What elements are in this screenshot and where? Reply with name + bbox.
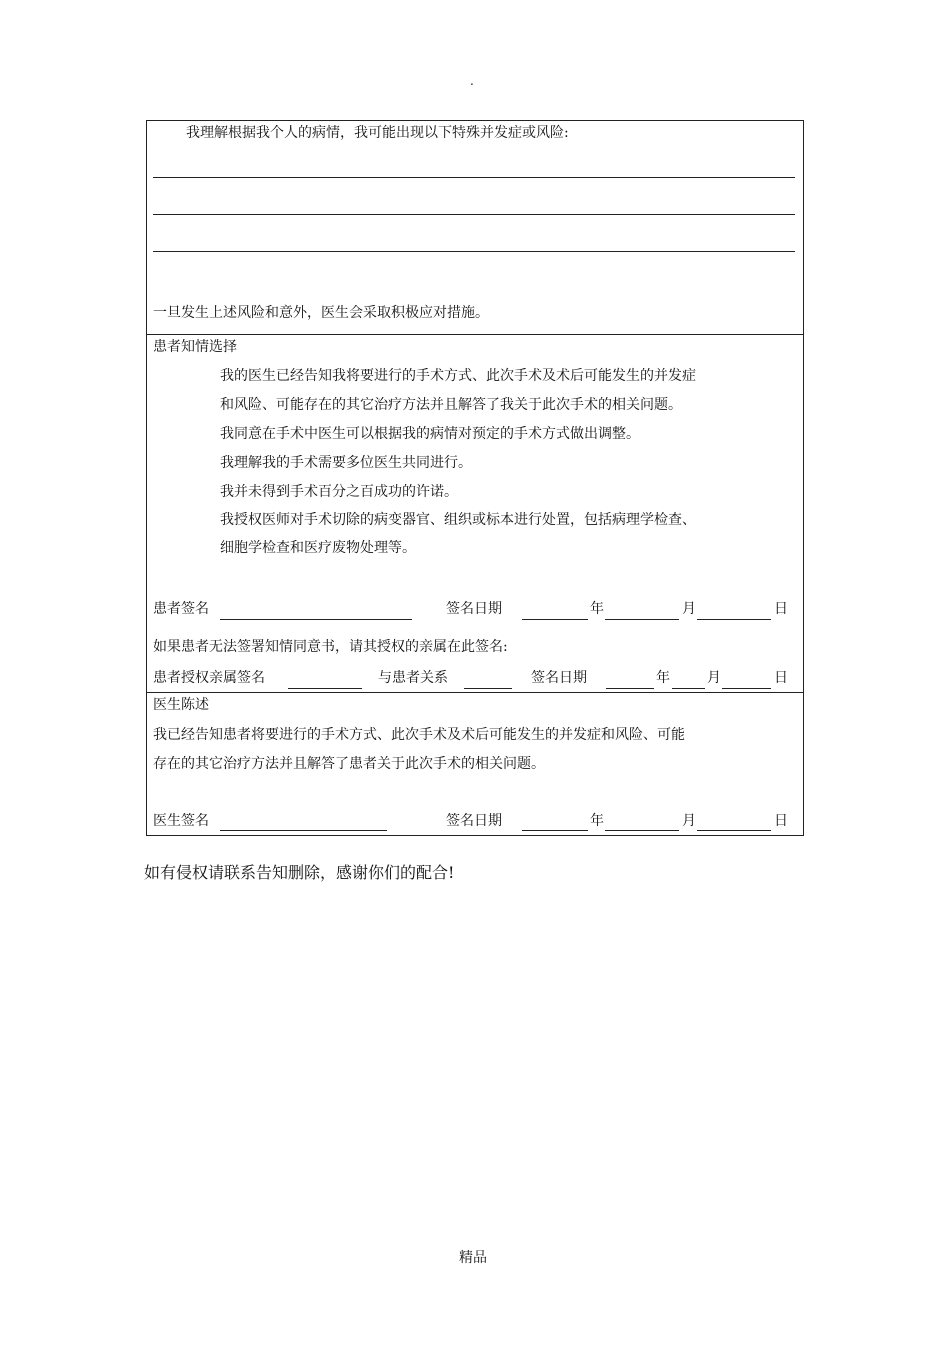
day-label: 日 [774,813,788,829]
patient-choice-line: 我同意在手术中医生可以根据我的病情对预定的手术方式做出调整。 [220,426,640,442]
copyright-notice: 如有侵权请联系告知删除，感谢你们的配合! [144,863,455,882]
month-label: 月 [682,601,696,617]
patient-date-year-line[interactable] [522,619,588,620]
patient-choice-line: 细胞学检查和医疗废物处理等。 [220,540,416,556]
month-label: 月 [682,813,696,829]
patient-signature-label: 患者签名 [153,601,209,617]
proxy-note: 如果患者无法签署知情同意书，请其授权的亲属在此签名: [153,639,508,655]
doctor-statement-line: 我已经告知患者将要进行的手术方式、此次手术及术后可能发生的并发症和风险、可能 [153,727,685,743]
risks-closing: 一旦发生上述风险和意外，医生会采取积极应对措施。 [153,305,489,321]
header-mark: . [470,74,474,88]
patient-choice-line: 我的医生已经告知我将要进行的手术方式、此次手术及术后可能发生的并发症 [220,368,696,384]
patient-choice-line: 我授权医师对手术切除的病变器官、组织或标本进行处置，包括病理学检查、 [220,512,696,528]
proxy-date-month-line[interactable] [672,688,705,689]
year-label: 年 [590,601,604,617]
page-label: 精品 [459,1250,487,1266]
year-label: 年 [590,813,604,829]
relation-line[interactable] [464,688,512,689]
patient-date-day-line[interactable] [697,619,771,620]
risk-write-line-1[interactable] [153,177,795,178]
doctor-statement-line: 存在的其它治疗方法并且解答了患者关于此次手术的相关问题。 [153,756,545,772]
proxy-date-day-line[interactable] [722,688,771,689]
doctor-date-month-line[interactable] [605,830,679,831]
proxy-signature-line[interactable] [288,688,362,689]
proxy-date-year-line[interactable] [606,688,654,689]
patient-choice-title: 患者知情选择 [153,339,237,355]
year-label: 年 [656,670,670,686]
patient-date-month-line[interactable] [605,619,679,620]
section-divider-risks [146,334,804,335]
month-label: 月 [707,670,721,686]
doctor-date-label: 签名日期 [446,813,502,829]
patient-choice-line: 我并未得到手术百分之百成功的许诺。 [220,484,458,500]
risks-intro: 我理解根据我个人的病情，我可能出现以下特殊并发症或风险: [186,125,569,141]
doctor-statement-title: 医生陈述 [153,697,209,713]
risk-write-line-2[interactable] [153,214,795,215]
proxy-date-label: 签名日期 [531,670,587,686]
patient-signature-line[interactable] [220,619,412,620]
patient-choice-line: 我理解我的手术需要多位医生共同进行。 [220,455,472,471]
patient-choice-line: 和风险、可能存在的其它治疗方法并且解答了我关于此次手术的相关问题。 [220,397,682,413]
proxy-signature-label: 患者授权亲属签名 [153,670,265,686]
relation-label: 与患者关系 [378,670,448,686]
patient-date-label: 签名日期 [446,601,502,617]
day-label: 日 [774,670,788,686]
doctor-date-day-line[interactable] [697,830,771,831]
doctor-signature-line[interactable] [220,830,387,831]
doctor-signature-label: 医生签名 [153,813,209,829]
risk-write-line-3[interactable] [153,251,795,252]
doctor-date-year-line[interactable] [522,830,588,831]
day-label: 日 [774,601,788,617]
section-divider-doctor [146,692,804,693]
